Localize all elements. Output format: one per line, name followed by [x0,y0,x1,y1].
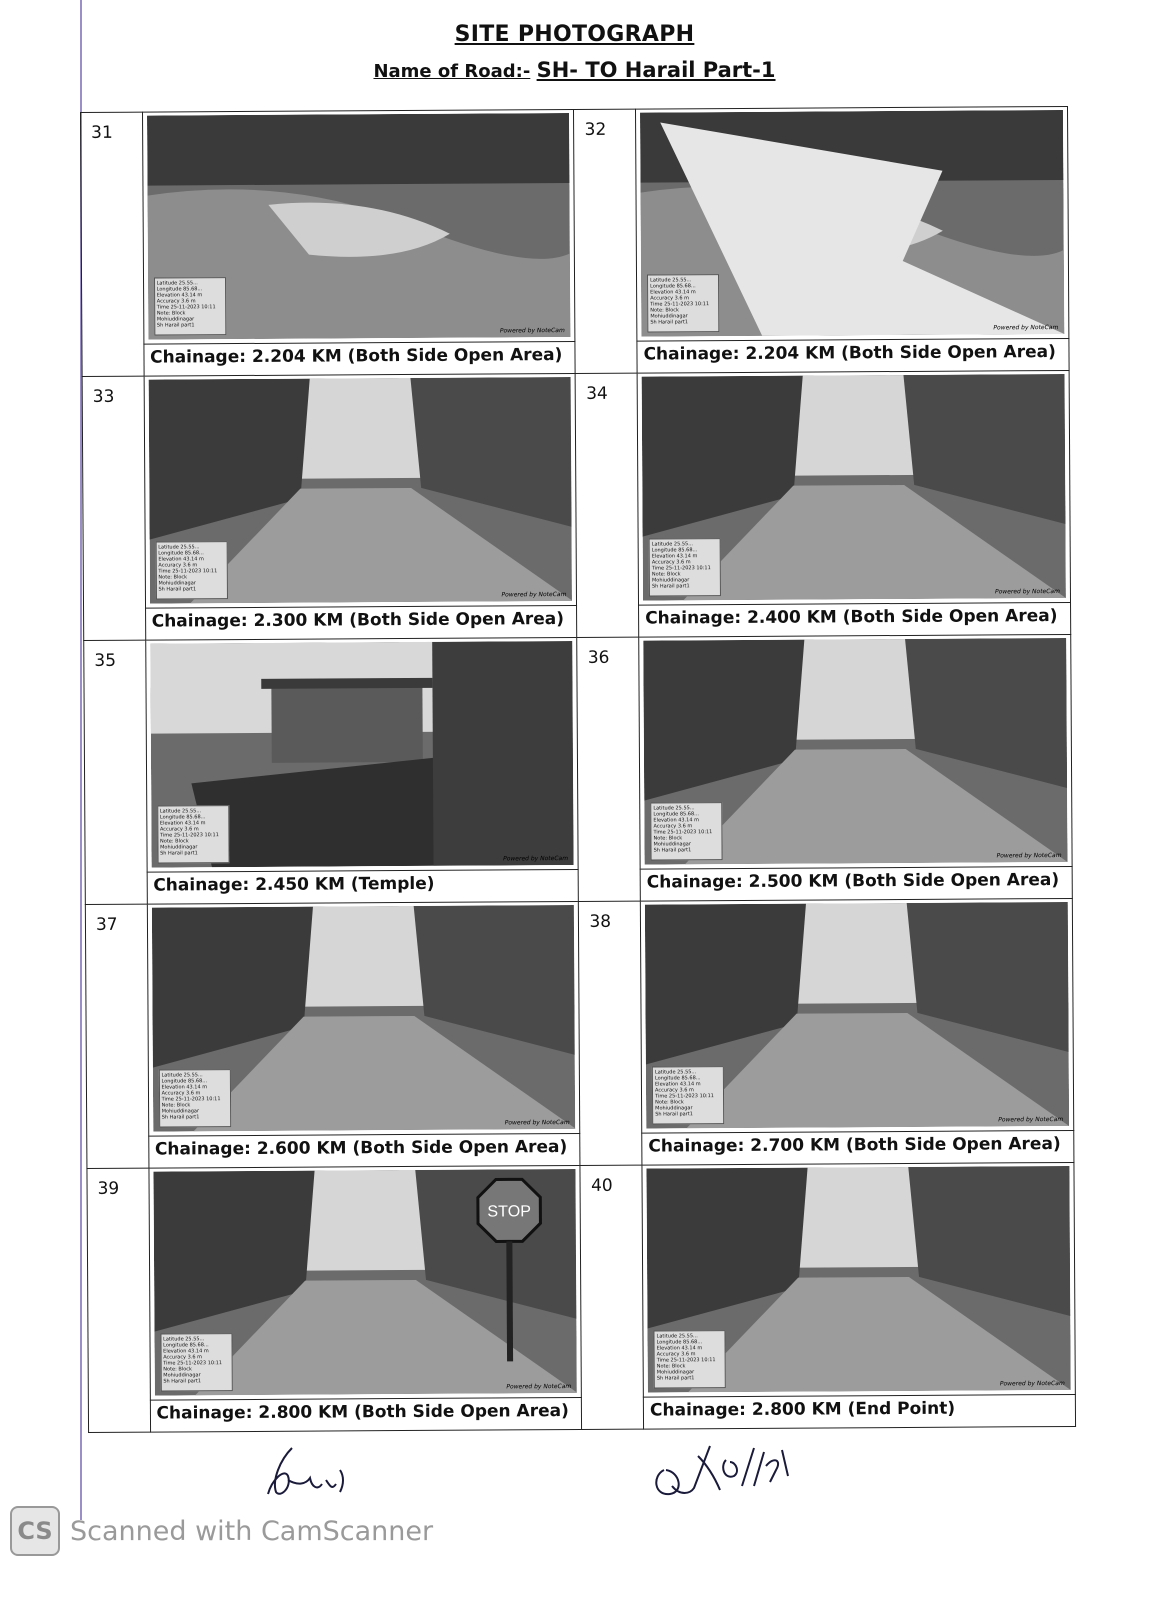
geo-stamp-line: Accuracy 3.6 m [163,1354,203,1361]
geo-stamp-line: Note: Block Mohiuddinagar [656,1363,695,1376]
site-photo-cell [640,898,1073,1133]
geo-stamp [649,538,721,596]
geo-stamp-line: Latitude 25.55... [653,805,695,812]
photo-number: 38 [579,901,642,1165]
site-photo [147,113,571,340]
geo-stamp-line: Elevation 43.14 m [650,289,696,296]
geo-stamp-line: Sh Harail part1 [651,583,690,590]
geo-stamp-line: Elevation 43.14 m [161,1084,208,1091]
geo-stamp-line: Elevation 43.14 m [159,820,206,827]
site-photo-cell [144,373,577,608]
geo-stamp-line: Note: Block Mohiuddinagar [156,310,195,323]
signature-left [262,1440,352,1500]
camscanner-logo: CS [10,1506,60,1556]
geo-stamp-line: Longitude 85.68... [158,550,204,557]
geo-stamp-line: Sh Harail part1 [160,850,198,857]
geo-stamp-line: Latitude 25.55... [159,808,202,815]
notecam-watermark: Powered by NoteCam [501,591,567,599]
geo-stamp-line: Time 25-11-2023 10:11 [651,565,711,572]
geo-stamp-line: Longitude 85.68... [651,547,698,554]
site-photo [640,110,1064,337]
chainage-caption: Chainage: 2.800 KM (Both Side Open Area) [150,1397,582,1432]
geo-stamp-line: Sh Harail part1 [158,586,197,593]
chainage-caption: Chainage: 2.700 KM (Both Side Open Area) [642,1130,1074,1165]
geo-stamp-line: Accuracy 3.6 m [161,1090,201,1097]
geo-stamp-line: Time 25-11-2023 10:11 [653,829,713,836]
geo-stamp-line: Longitude 85.68... [163,1342,209,1349]
notecam-watermark: Powered by NoteCam [499,327,565,335]
notecam-watermark: Powered by NoteCam [999,1380,1065,1388]
geo-stamp-line: Sh Harail part1 [656,1375,695,1382]
site-photo-cell [142,109,575,344]
geo-stamp-line: Longitude 85.68... [159,814,206,821]
geo-stamp [157,805,229,863]
geo-stamp-line: Time 25-11-2023 10:11 [656,1357,716,1364]
geo-stamp-line: Sh Harail part1 [653,847,692,854]
site-photo-cell [642,1162,1075,1397]
geo-stamp-line: Sh Harail part1 [156,322,195,329]
geo-stamp-line: Sh Harail part1 [161,1114,200,1121]
signature-right [650,1436,800,1506]
notecam-watermark: Powered by NoteCam [504,1119,570,1127]
geo-stamp-line: Note: Block Mohiuddinagar [161,1102,200,1115]
notecam-watermark: Powered by NoteCam [503,855,569,863]
svg-text:STOP: STOP [486,1202,531,1221]
geo-stamp-line: Elevation 43.14 m [656,1345,703,1352]
site-photo [151,905,575,1132]
geo-stamp-line: Accuracy 3.6 m [156,298,196,305]
geo-stamp-line: Accuracy 3.6 m [653,823,693,830]
site-photo-cell [149,1165,582,1400]
geo-stamp-line: Note: Block Mohiuddinagar [653,835,691,848]
geo-stamp-line: Sh Harail part1 [650,319,689,326]
geo-stamp-line: Longitude 85.68... [650,283,696,290]
geo-stamp-line: Note: Block Mohiuddinagar [163,1366,201,1379]
site-photo [642,374,1066,601]
photo-number: 33 [82,376,145,640]
chainage-caption: Chainage: 2.600 KM (Both Side Open Area) [148,1133,580,1168]
geo-stamp-line: Longitude 85.68... [156,286,203,293]
notecam-watermark: Powered by NoteCam [506,1383,572,1391]
geo-stamp [654,1330,726,1388]
photo-number: 40 [580,1165,643,1429]
geo-stamp [160,1333,232,1391]
site-photo [150,641,574,868]
chainage-caption: Chainage: 2.450 KM (Temple) [147,869,579,904]
chainage-caption: Chainage: 2.300 KM (Both Side Open Area) [145,605,577,640]
photo-number: 36 [577,637,640,901]
geo-stamp-line: Accuracy 3.6 m [656,1351,696,1358]
geo-stamp-line: Elevation 43.14 m [156,292,203,299]
geo-stamp [652,1066,724,1124]
geo-stamp-line: Accuracy 3.6 m [159,826,199,833]
geo-stamp-line: Accuracy 3.6 m [655,1087,694,1094]
geo-stamp-line: Longitude 85.68... [654,1075,701,1082]
geo-stamp-line: Time 25-11-2023 10:11 [159,832,219,839]
geo-stamp-line: Accuracy 3.6 m [650,295,690,302]
notecam-watermark: Powered by NoteCam [994,588,1060,596]
road-name: SH- TO Harail Part-1 [536,58,776,82]
geo-stamp-line: Accuracy 3.6 m [651,559,691,566]
site-photo [647,1166,1071,1393]
chainage-caption: Chainage: 2.204 KM (Both Side Open Area) [143,341,575,376]
site-photo-cell [639,634,1072,869]
road-label: Name of Road:- [373,61,531,82]
photo-number: 34 [576,373,639,637]
photo-number: 35 [84,640,147,904]
chainage-caption: Chainage: 2.800 KM (End Point) [643,1394,1075,1429]
geo-stamp [158,1069,230,1127]
geo-stamp-line: Elevation 43.14 m [158,556,204,563]
site-photo-cell [636,106,1069,341]
page-title: SITE PHOTOGRAPH [454,22,695,47]
notecam-watermark: Powered by NoteCam [998,1116,1064,1124]
photo-number: 32 [574,109,637,373]
geo-stamp-line: Time 25-11-2023 10:11 [161,1096,221,1103]
chainage-caption: Chainage: 2.204 KM (Both Side Open Area) [637,338,1069,373]
geo-stamp-line: Note: Block Mohiuddinagar [651,571,690,584]
geo-stamp-line: Elevation 43.14 m [163,1348,209,1355]
geo-stamp-line: Note: Block Mohiuddinagar [158,574,196,587]
geo-stamp-line: Sh Harail part1 [163,1378,202,1385]
geo-stamp-line: Elevation 43.14 m [654,1081,701,1088]
site-photo [148,377,572,604]
geo-stamp-line: Note: Block Mohiuddinagar [650,307,688,320]
geo-stamp-line: Elevation 43.14 m [653,817,700,824]
photo-grid [80,106,1076,1433]
site-photo [645,902,1069,1129]
geo-stamp-line: Latitude 25.55... [163,1336,205,1343]
geo-stamp [155,541,227,599]
geo-stamp-line: Time 25-11-2023 10:11 [156,304,216,311]
geo-stamp [650,802,722,860]
site-photo [643,638,1067,865]
chainage-caption: Chainage: 2.400 KM (Both Side Open Area) [639,602,1071,637]
photo-number: 37 [85,904,148,1168]
photo-number: 31 [81,112,144,376]
geo-stamp-line: Latitude 25.55... [654,1069,697,1076]
geo-stamp-line: Sh Harail part1 [655,1111,693,1118]
photo-number: 39 [87,1168,150,1432]
geo-stamp-line: Note: Block Mohiuddinagar [160,838,198,851]
geo-stamp-line: Latitude 25.55... [651,541,693,548]
geo-stamp-line: Time 25-11-2023 10:11 [650,301,710,308]
notecam-watermark: Powered by NoteCam [993,324,1059,332]
geo-stamp-line: Time 25-11-2023 10:11 [158,568,218,575]
geo-stamp-line: Longitude 85.68... [653,811,699,818]
site-photo-cell [145,637,578,872]
geo-stamp-line: Longitude 85.68... [161,1078,208,1085]
geo-stamp-line: Time 25-11-2023 10:11 [163,1360,223,1367]
camscanner-text: Scanned with CamScanner [70,1515,434,1547]
geo-stamp-line: Latitude 25.55... [161,1072,203,1079]
scanner-footer [10,1506,433,1556]
geo-stamp-line: Latitude 25.55... [650,277,692,284]
site-photo-cell [637,370,1070,605]
site-photo-cell [147,901,580,1136]
geo-stamp-line: Accuracy 3.6 m [158,562,198,569]
geo-stamp-line: Latitude 25.55... [656,1333,698,1340]
geo-stamp-line: Latitude 25.55... [156,280,198,287]
notecam-watermark: Powered by NoteCam [996,852,1062,860]
geo-stamp-line: Latitude 25.55... [158,544,200,551]
geo-stamp-line: Time 25-11-2023 10:11 [655,1093,714,1100]
site-photo [153,1169,577,1396]
road-name-line [0,58,1149,82]
chainage-caption: Chainage: 2.500 KM (Both Side Open Area) [640,866,1072,901]
geo-stamp-line: Elevation 43.14 m [651,553,698,560]
geo-stamp-line: Note: Block Mohiuddinagar [655,1099,693,1112]
geo-stamp [154,277,226,335]
geo-stamp-line: Longitude 85.68... [656,1339,703,1346]
geo-stamp [647,274,719,332]
